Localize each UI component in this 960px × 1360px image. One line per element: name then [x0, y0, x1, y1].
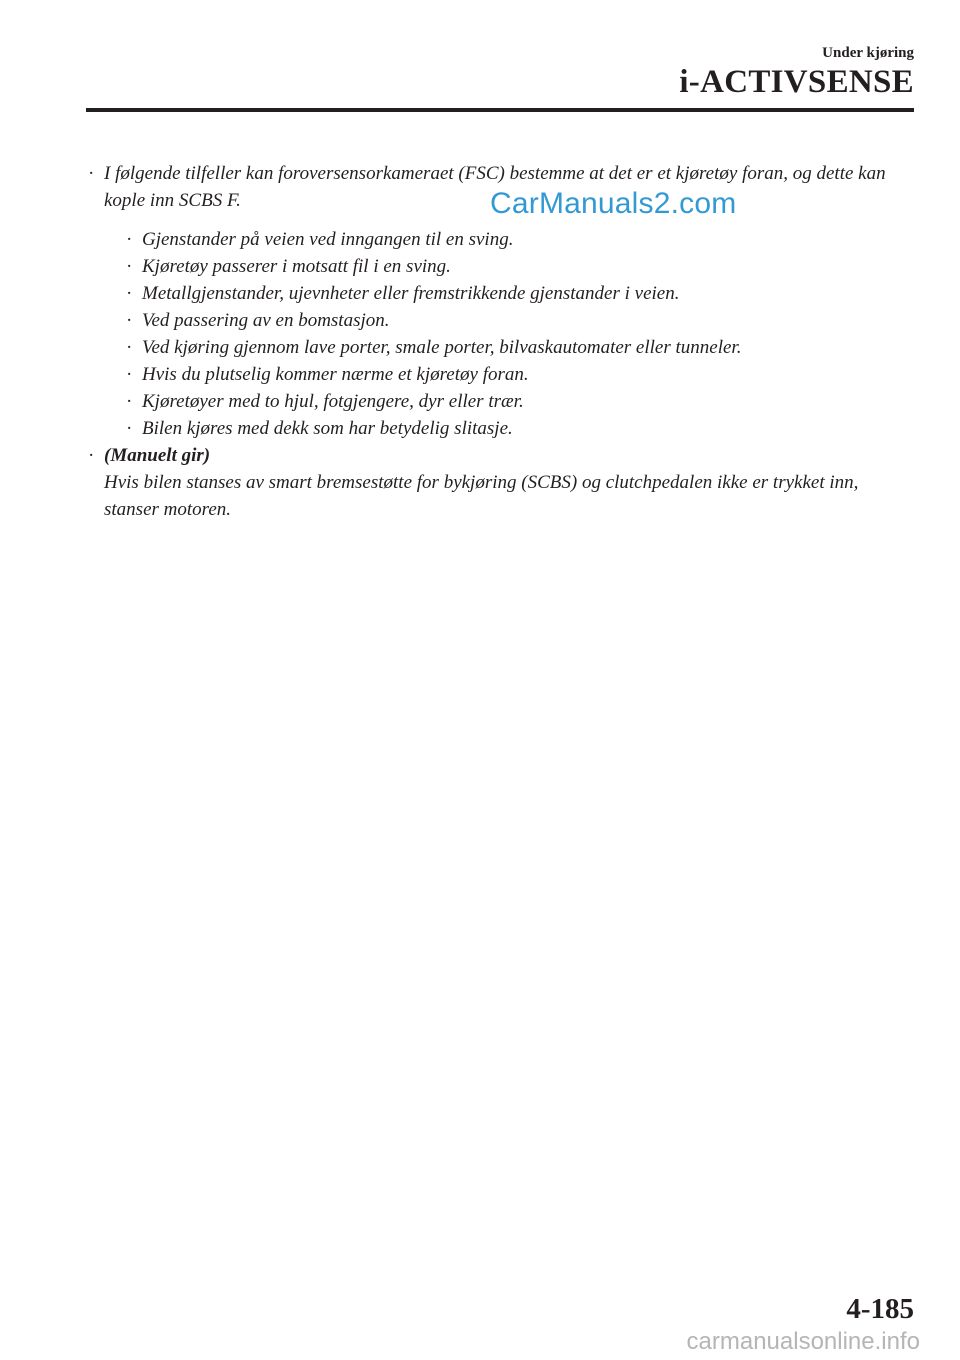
watermark-carmanualsonline: carmanualsonline.info — [686, 1328, 920, 1355]
bullet-dot: · — [126, 391, 133, 412]
bullet-dot: · — [126, 229, 133, 250]
sublist-item — [104, 253, 916, 280]
sublist-item-text: Ved kjøring gjennom lave porter, smale porter, bilvaskautomater eller tunneler. — [142, 337, 742, 358]
list-item-text: Hvis bilen stanses av smart bremsestøtte for bykjøring (SCBS) og clutchpedalen ikke er trykket inn, stanser motoren. — [104, 472, 859, 520]
list-item-heading: (Manuelt gir) — [104, 445, 211, 466]
chapter-title: i-ACTIVSENSE — [679, 64, 914, 100]
header-divider — [86, 108, 914, 112]
bullet-dot: · — [126, 310, 133, 331]
bullet-dot: · — [88, 163, 95, 184]
sublist-item-text: Metallgjenstander, ujevnheter eller fremstrikkende gjenstander i veien. — [142, 283, 680, 304]
bullet-dot: · — [126, 418, 133, 439]
section-name: Under kjøring — [822, 45, 914, 61]
sublist-item — [104, 334, 916, 361]
sublist-item-text: Gjenstander på veien ved inngangen til en sving. — [142, 229, 514, 250]
sublist-fsc-cases — [104, 226, 916, 442]
bullet-dot: · — [88, 445, 95, 466]
watermark-carmanuals2: CarManuals2.com — [490, 187, 737, 220]
list-item-manual-gear — [86, 442, 916, 523]
sublist-item-text: Hvis du plutselig kommer nærme et kjøretøy foran. — [142, 364, 529, 385]
page-content — [86, 160, 916, 523]
sublist-item-text: Kjøretøyer med to hjul, fotgjengere, dyr eller trær. — [142, 391, 524, 412]
list-item-fsc-cases — [86, 160, 916, 442]
page-number: 4-185 — [846, 1293, 914, 1325]
list-item-text: I følgende tilfeller kan foroversensorkameraet (FSC) bestemme at det er et kjøretøy foran, og dette kan kople inn SCBS F. — [104, 163, 886, 211]
bullet-dot: · — [126, 283, 133, 304]
bullet-dot: · — [126, 337, 133, 358]
sublist-item — [104, 226, 916, 253]
sublist-item — [104, 415, 916, 442]
sublist-item-text: Ved passering av en bomstasjon. — [142, 310, 390, 331]
bullet-dot: · — [126, 364, 133, 385]
sublist-item — [104, 307, 916, 334]
bullet-dot: · — [126, 256, 133, 277]
sublist-item-text: Kjøretøy passerer i motsatt fil i en sving. — [142, 256, 451, 277]
sublist-item — [104, 388, 916, 415]
sublist-item — [104, 361, 916, 388]
sublist-item — [104, 280, 916, 307]
sublist-item-text: Bilen kjøres med dekk som har betydelig slitasje. — [142, 418, 513, 439]
